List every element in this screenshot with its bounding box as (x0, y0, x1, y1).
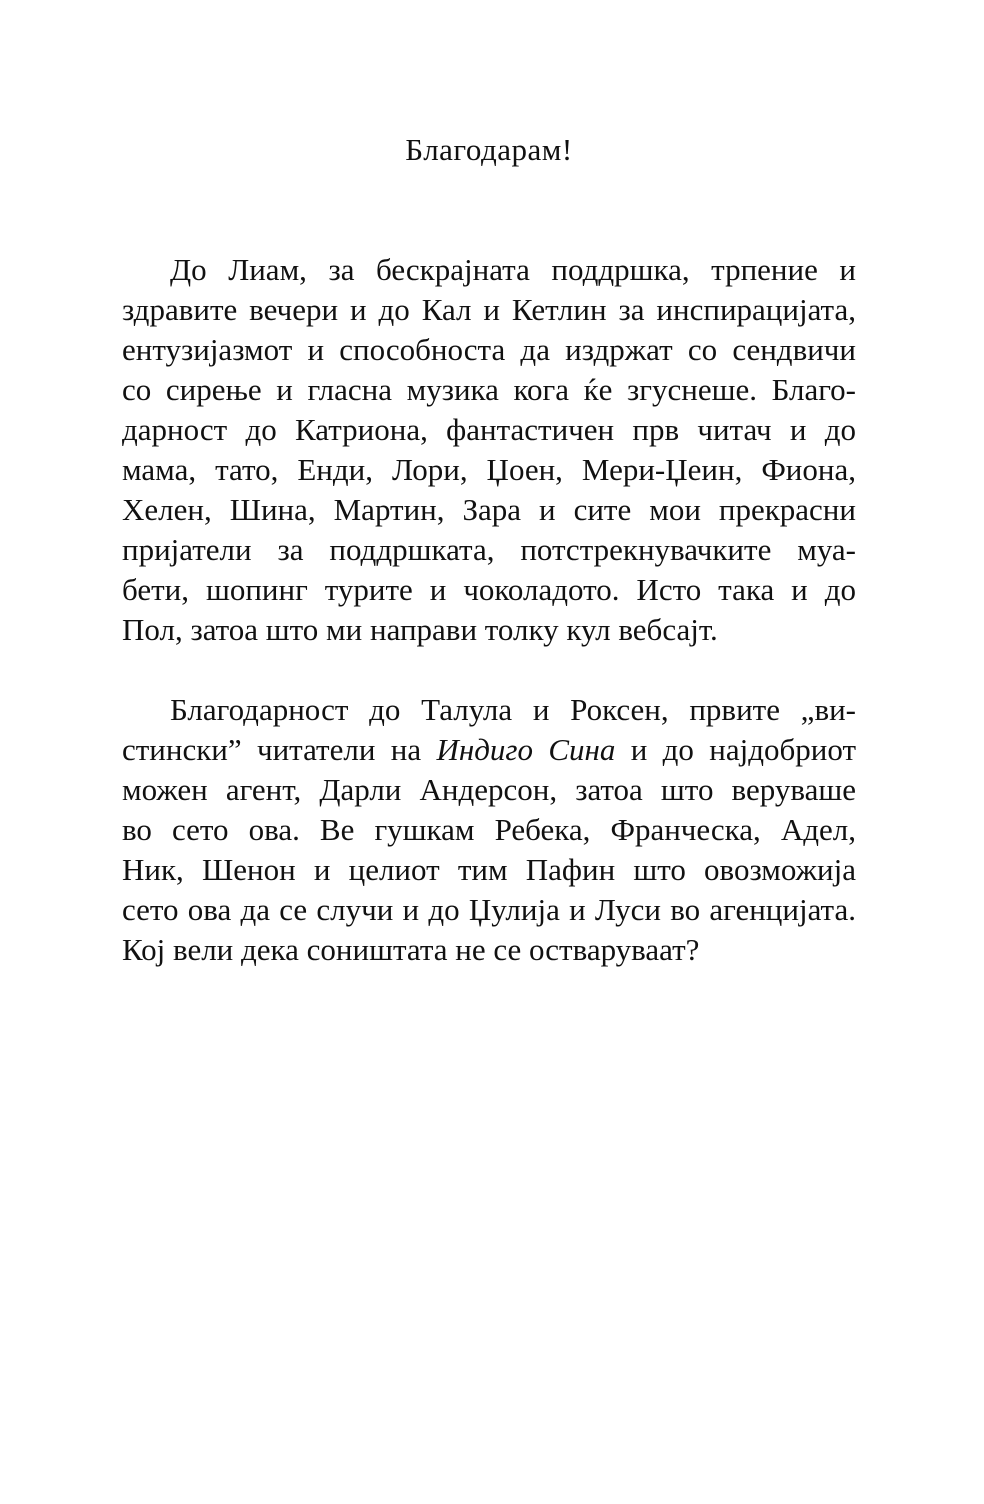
text-line: Ник, Шенон и целиот тим Пафин што овозможија (122, 852, 856, 887)
text-segment: стински” читатели на (122, 732, 437, 767)
text-line (122, 730, 856, 770)
text-line: дарност до Катриона, фантастичен прв читач и до (122, 412, 856, 447)
text-line: бети, шопинг турите и чоколадото. Исто така и до (122, 572, 856, 607)
text-line: До Лиам, за бескрајната поддршка, трпение и (170, 252, 856, 287)
text-segment: и до најдобриот (615, 732, 856, 767)
paragraph-1 (122, 250, 856, 650)
text-line: со сирење и гласна музика кога ќе згуснеше. Благо- (122, 372, 856, 407)
text-line: пријатели за поддршката, потстрекнувачките муа- (122, 532, 856, 567)
text-line: ентузијазмот и способноста да издржат со сендвичи (122, 332, 856, 367)
text-line: можен агент, Дарли Андерсон, затоа што веруваше (122, 772, 856, 807)
text-line: во сето ова. Ве гушкам Ребека, Франческа, Адел, (122, 812, 856, 847)
book-title-italic: Индиго Сина (436, 732, 616, 767)
text-line: Кој вели дека соништата не се остваруваат? (122, 932, 700, 967)
text-line: Пол, затоа што ми направи толку кул вебсајт. (122, 612, 718, 647)
text-line: Благодарност до Талула и Роксен, првите „ви- (170, 692, 856, 727)
paragraph-2 (122, 690, 856, 970)
text-line: сето ова да се случи и до Џулија и Луси во агенцијата. (122, 892, 856, 927)
page-title: Благодарам! (405, 132, 573, 167)
text-line: здравите вечери и до Кал и Кетлин за инспирацијата, (122, 292, 856, 327)
text-line: Хелен, Шина, Мартин, Зара и сите мои прекрасни (122, 492, 856, 527)
text-line: мама, тато, Енди, Лори, Џоен, Мери-Џеин, Фиона, (122, 452, 856, 487)
